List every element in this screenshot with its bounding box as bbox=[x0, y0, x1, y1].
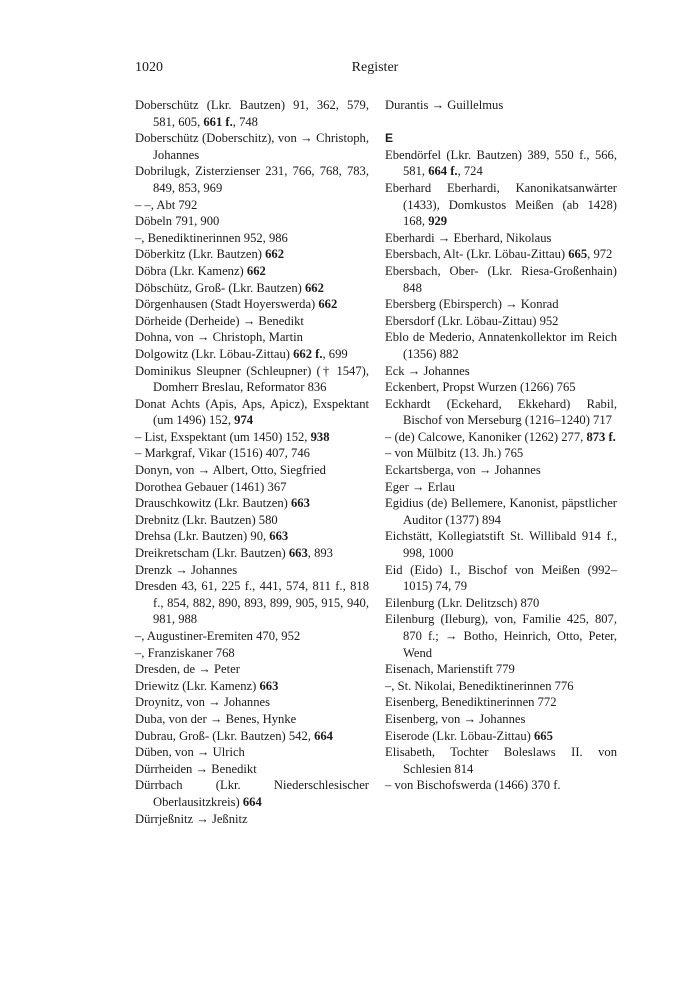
entry-main-reference: 665 bbox=[568, 247, 588, 262]
entry-text: Droynitz, von → Johannes bbox=[135, 695, 271, 710]
index-entry bbox=[135, 313, 369, 330]
entry-text: Dreikretscham (Lkr. Bautzen) bbox=[135, 546, 289, 561]
index-entry bbox=[135, 429, 369, 446]
index-entry bbox=[385, 263, 617, 296]
index-entry bbox=[385, 777, 617, 794]
entry-text: Ebendörfel (Lkr. Bautzen) 389, 550 f., 566, 581, bbox=[385, 147, 617, 179]
entry-main-reference: 663 bbox=[288, 546, 308, 561]
index-entry bbox=[135, 263, 369, 280]
entry-main-reference: 974 bbox=[234, 413, 254, 428]
entry-main-reference: 664 bbox=[314, 728, 333, 743]
entry-text: Eilenburg (Lkr. Delitzsch) 870 bbox=[385, 595, 540, 610]
index-entry bbox=[385, 180, 617, 230]
index-entry bbox=[385, 595, 617, 612]
index-entry bbox=[135, 761, 369, 778]
index-entry bbox=[385, 711, 617, 728]
index-entry bbox=[385, 694, 617, 711]
index-entry bbox=[135, 329, 369, 346]
index-entry bbox=[385, 462, 617, 479]
entry-main-reference: 663 bbox=[259, 678, 279, 693]
entry-text: –, Benediktinerinnen 952, 986 bbox=[135, 230, 288, 245]
index-entry bbox=[135, 346, 369, 363]
index-entry bbox=[135, 645, 369, 662]
entry-main-reference: 662 f. bbox=[293, 346, 323, 361]
running-head: Register bbox=[351, 60, 399, 75]
index-entry bbox=[135, 363, 369, 396]
index-entry bbox=[135, 678, 369, 695]
entry-text: Eckenbert, Propst Wurzen (1266) 765 bbox=[385, 380, 576, 395]
entry-main-reference: 662 bbox=[246, 263, 266, 278]
index-entry bbox=[385, 728, 617, 745]
entry-main-reference: 662 bbox=[304, 280, 324, 295]
entry-main-reference: 665 bbox=[533, 728, 553, 743]
index-entry bbox=[135, 246, 369, 263]
entry-main-reference: 664 f. bbox=[428, 164, 458, 179]
entry-text: Döbschütz, Groß- (Lkr. Bautzen) bbox=[135, 280, 305, 295]
index-entry bbox=[135, 811, 369, 828]
entry-text: Drehsa (Lkr. Bautzen) 90, bbox=[135, 529, 270, 544]
entry-text: Donat Achts (Apis, Aps, Apicz), Exspektant (um 1496) 152, bbox=[135, 396, 369, 428]
entry-main-reference: 873 f. bbox=[586, 429, 616, 444]
index-entry bbox=[385, 678, 617, 695]
index-entry bbox=[385, 313, 617, 330]
index-entry bbox=[135, 163, 369, 196]
entry-text: Driewitz (Lkr. Kamenz) bbox=[135, 678, 260, 693]
entry-text-after: , 724 bbox=[457, 164, 483, 179]
entry-text: Elisabeth, Tochter Boleslaws II. von Schlesien 814 bbox=[385, 745, 617, 776]
entry-text: Dürrjeßnitz → Jeßnitz bbox=[135, 811, 248, 826]
entry-text: Drauschkowitz (Lkr. Bautzen) bbox=[135, 496, 291, 511]
index-entry bbox=[385, 97, 617, 114]
index-column-left bbox=[135, 97, 369, 827]
index-entry bbox=[385, 479, 617, 496]
index-entry bbox=[135, 578, 369, 628]
entry-text: Eblo de Mederio, Annatenkollektor im Reich (1356) 882 bbox=[385, 330, 617, 361]
entry-text-after: , 699 bbox=[322, 346, 348, 361]
entry-text: Eiserode (Lkr. Löbau-Zittau) bbox=[385, 728, 534, 743]
entry-text: Dolgowitz (Lkr. Löbau-Zittau) bbox=[135, 346, 294, 361]
index-entry bbox=[135, 230, 369, 247]
entry-main-reference: 664 bbox=[242, 794, 262, 809]
entry-text-after: , 893 bbox=[307, 546, 333, 561]
index-entry bbox=[385, 379, 617, 396]
entry-text: Ebersdorf (Lkr. Löbau-Zittau) 952 bbox=[385, 313, 559, 328]
entry-text: – von Mülbitz (13. Jh.) 765 bbox=[385, 446, 524, 461]
entry-text: Drebnitz (Lkr. Bautzen) 580 bbox=[135, 512, 278, 527]
entry-text: – –, Abt 792 bbox=[135, 197, 198, 212]
entry-text: Donyn, von → Albert, Otto, Siegfried bbox=[135, 463, 326, 478]
index-entry bbox=[135, 545, 369, 562]
entry-main-reference: 662 bbox=[318, 297, 338, 312]
entry-text: Eisenberg, Benediktinerinnen 772 bbox=[385, 695, 557, 710]
index-entry bbox=[385, 445, 617, 462]
index-entry bbox=[385, 246, 617, 263]
entry-text: –, St. Nikolai, Benediktinerinnen 776 bbox=[385, 678, 574, 693]
index-entry bbox=[385, 147, 617, 180]
entry-text: Döberkitz (Lkr. Bautzen) bbox=[135, 247, 266, 262]
entry-text: Dorothea Gebauer (1461) 367 bbox=[135, 479, 287, 494]
entry-text: Egidius (de) Bellemere, Kanonist, päpstlicher Auditor (1377) 894 bbox=[385, 496, 617, 527]
entry-text: Eid (Eido) I., Bischof von Meißen (992–1015) 74, 79 bbox=[385, 562, 617, 594]
entry-text: Durantis → Guillelmus bbox=[385, 98, 504, 112]
entry-text: Ebersberg (Ebirsperch) → Konrad bbox=[385, 297, 559, 312]
index-entry bbox=[135, 495, 369, 512]
entry-text: Dobrilugk, Zisterzienser 231, 766, 768, 783, 849, 853, 969 bbox=[135, 164, 369, 195]
index-entry bbox=[135, 661, 369, 678]
index-entry bbox=[135, 479, 369, 496]
index-entry bbox=[385, 562, 617, 595]
index-entry bbox=[135, 130, 369, 163]
index-entry bbox=[385, 363, 617, 380]
entry-text: – (de) Calcowe, Kanoniker (1262) 277, bbox=[385, 429, 587, 444]
index-entry bbox=[385, 661, 617, 678]
page-header bbox=[135, 60, 615, 80]
index-entry bbox=[385, 744, 617, 777]
index-column-right bbox=[385, 97, 617, 794]
entry-text: Eberhardi → Eberhard, Nikolaus bbox=[385, 230, 552, 245]
index-entry bbox=[385, 429, 617, 446]
entry-text: Dominikus Sleupner (Schleupner) († 1547), Domherr Breslau, Reformator 836 bbox=[135, 363, 369, 395]
entry-text: Dürrbach (Lkr. Niederschlesischer Oberlausitzkreis) bbox=[135, 778, 369, 809]
entry-text: – von Bischofswerda (1466) 370 f. bbox=[385, 778, 561, 793]
entry-main-reference: 663 bbox=[269, 529, 289, 544]
index-entry bbox=[135, 97, 369, 130]
index-entry bbox=[135, 213, 369, 230]
index-entry bbox=[135, 197, 369, 214]
index-entry bbox=[135, 396, 369, 429]
entry-main-reference: 662 bbox=[265, 247, 284, 262]
index-section-d-continued bbox=[385, 97, 617, 114]
index-entry bbox=[385, 296, 617, 313]
index-entry bbox=[135, 528, 369, 545]
entry-text: – List, Exspektant (um 1450) 152, bbox=[135, 429, 311, 444]
index-entry bbox=[135, 628, 369, 645]
entry-text: Duba, von der → Benes, Hynke bbox=[135, 711, 297, 726]
index-entry bbox=[135, 744, 369, 761]
index-entry bbox=[385, 611, 617, 661]
index-entry bbox=[135, 445, 369, 462]
entry-text: Doberschütz (Doberschitz), von → Christoph, Johannes bbox=[135, 131, 369, 162]
entry-text: Ebersbach, Alt- (Lkr. Löbau-Zittau) bbox=[385, 247, 569, 262]
entry-text: Döbra (Lkr. Kamenz) bbox=[135, 263, 247, 278]
entry-text: Eckartsberga, von → Johannes bbox=[385, 463, 541, 478]
page-number: 1020 bbox=[135, 60, 163, 75]
index-entry bbox=[385, 396, 617, 429]
entry-main-reference: 661 f. bbox=[203, 114, 233, 129]
section-letter-e: E bbox=[385, 131, 394, 146]
index-entry bbox=[135, 512, 369, 529]
index-entry bbox=[385, 230, 617, 247]
index-entry bbox=[385, 329, 617, 362]
entry-text: Dubrau, Groß- (Lkr. Bautzen) 542, bbox=[135, 728, 315, 743]
entry-text: Dresden 43, 61, 225 f., 441, 574, 811 f., 818 f., 854, 882, 890, 893, 899, 905, 915, 940, 981, 988 bbox=[135, 579, 369, 627]
entry-text: Eberhard Eberhardi, Kanonikatsanwärter (1433), Domkustos Meißen (ab 1428) 168, bbox=[385, 180, 617, 229]
entry-text: Eisenberg, von → Johannes bbox=[385, 711, 526, 726]
entry-text: Doberschütz (Lkr. Bautzen) 91, 362, 579, 581, 605, bbox=[135, 98, 369, 129]
index-entry bbox=[135, 777, 369, 810]
entry-text: Eichstätt, Kollegiatstift St. Willibald 914 f., 998, 1000 bbox=[385, 529, 617, 561]
entry-main-reference: 663 bbox=[290, 496, 310, 511]
entry-text: Eckhardt (Eckehard, Ekkehard) Rabil, Bischof von Merseburg (1216–1240) 717 bbox=[385, 396, 617, 428]
entry-text: Drenzk → Johannes bbox=[135, 562, 238, 577]
entry-text: Eisenach, Marienstift 779 bbox=[385, 662, 515, 677]
index-entry bbox=[135, 694, 369, 711]
entry-text: –, Augustiner-Eremiten 470, 952 bbox=[135, 629, 301, 643]
entry-text: Eck → Johannes bbox=[385, 363, 470, 378]
entry-text: Dürrheiden → Benedikt bbox=[135, 761, 257, 776]
entry-text: Döbeln 791, 900 bbox=[135, 214, 220, 229]
index-entry bbox=[135, 280, 369, 297]
entry-text: Dohna, von → Christoph, Martin bbox=[135, 330, 303, 345]
entry-text: Dresden, de → Peter bbox=[135, 662, 240, 677]
entry-text: –, Franziskaner 768 bbox=[135, 645, 235, 660]
entry-text-after: , 748 bbox=[232, 114, 258, 129]
index-entry bbox=[135, 728, 369, 745]
index-section-e bbox=[385, 147, 617, 794]
index-entry bbox=[135, 562, 369, 579]
entry-text: – Markgraf, Vikar (1516) 407, 746 bbox=[135, 446, 310, 461]
entry-main-reference: 929 bbox=[428, 214, 448, 229]
entry-main-reference: 938 bbox=[310, 429, 330, 444]
entry-text: Eger → Erlau bbox=[385, 479, 455, 494]
entry-text-after: , 972 bbox=[587, 247, 613, 262]
entry-text: Eilenburg (Ileburg), von, Familie 425, 807, 870 f.; → Botho, Heinrich, Otto, Peter, Wend bbox=[385, 612, 617, 660]
index-entry bbox=[385, 495, 617, 528]
entry-text: Dörheide (Derheide) → Benedikt bbox=[135, 313, 304, 328]
index-entry bbox=[135, 296, 369, 313]
entry-text: Ebersbach, Ober- (Lkr. Riesa-Großenhain) 848 bbox=[385, 263, 617, 295]
entry-text: Düben, von → Ulrich bbox=[135, 745, 245, 760]
index-entry bbox=[135, 711, 369, 728]
index-entry bbox=[135, 462, 369, 479]
index-entry bbox=[385, 528, 617, 561]
entry-text: Dörgenhausen (Stadt Hoyerswerda) bbox=[135, 297, 319, 312]
